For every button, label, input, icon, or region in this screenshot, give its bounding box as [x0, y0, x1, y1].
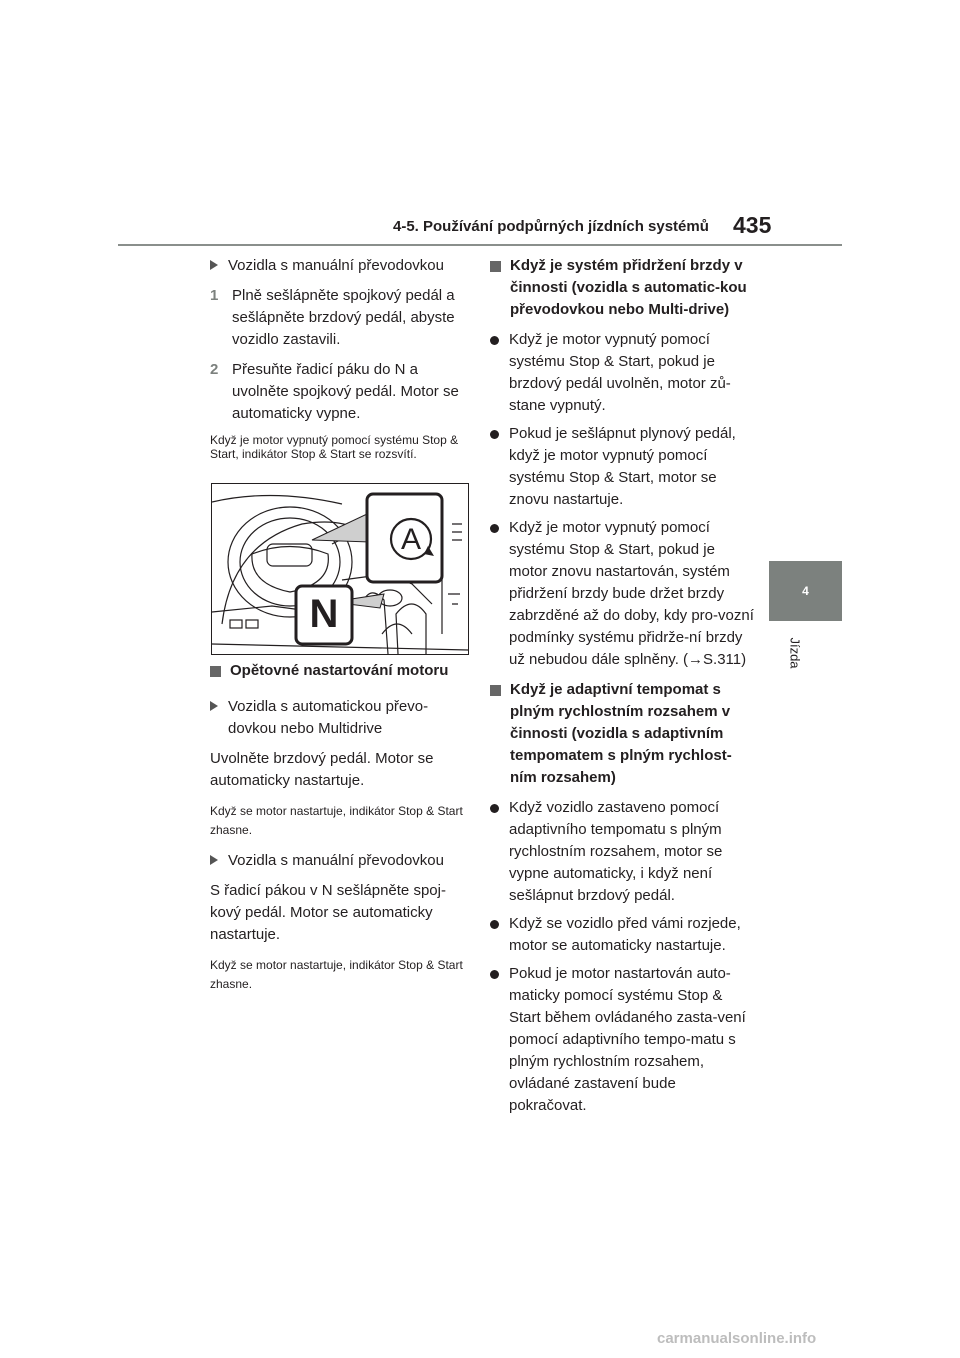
bullet-dot-icon: [490, 423, 509, 439]
step-2: [210, 359, 472, 425]
note-indicator-off-manual: Když se motor nastartuje, indikátor Stop & Start zhasne.: [210, 958, 463, 991]
heading-restart: Opětovné nastartování motoru: [210, 660, 472, 682]
bullet-dot-icon: [490, 329, 509, 345]
bullet-dot-icon: [490, 963, 509, 979]
bullet-dot-icon: [490, 517, 509, 533]
subheading-manual-stop: Vozidla s manuální převodovkou: [210, 255, 472, 277]
left-column: [210, 255, 472, 461]
list-item: Když se vozidlo před vámi rozjede, motor se automaticky nastartuje.: [490, 913, 755, 957]
triangle-bullet-icon: [210, 850, 228, 865]
subheading-manual-restart: Vozidla s manuální převodovkou: [210, 850, 472, 872]
step-text: Přesuňte řadicí páku do N a uvolněte spojkový pedál. Motor se automaticky vypne.: [232, 361, 459, 422]
step-number: 1: [210, 287, 219, 304]
left-column-lower: [210, 660, 472, 1004]
watermark: carmanualsonline.info: [657, 1330, 817, 1347]
bullet-dot-icon: [490, 797, 509, 813]
gear-position-letter: N: [309, 592, 339, 636]
chapter-tab[interactable]: [769, 561, 842, 621]
stop-start-indicator-letter: A: [400, 523, 422, 556]
heading-brake-hold: Když je systém přidržení brzdy v činnosti (vozidla s automatic-kou převodovkou nebo Multi-drive): [490, 255, 755, 321]
chapter-label: Jízda: [787, 637, 803, 669]
list-item: Když vozidlo zastaveno pomocí adaptivního tempomatu s plným rychlostním rozsahem, motor se vypne automaticky, i když není sešlápnut brzdový pedál.: [490, 797, 755, 907]
bullet-dot-icon: [490, 913, 509, 929]
list-item: Když je motor vypnutý pomocí systému Stop & Start, pokud je motor znovu nastartován, systém přidržení brzdy bude držet brzdy zabrzděné až do doby, kdy pro-vozní podmínky systému přidrže-ní brzdy už nebudou dále splněny. (→S.311): [490, 517, 755, 671]
subheading-automatic: Vozidla s automatickou převo-dovkou nebo Multidrive: [210, 696, 472, 740]
list-item: Pokud je motor nastartován auto-maticky pomocí systému Stop & Start během ovládaného zasta-vení pomocí adaptivního tempo-matu s plným rychlostním rozsahem, ovládané zastavení bude pokračovat.: [490, 963, 755, 1117]
note-indicator-off: Když se motor nastartuje, indikátor Stop & Start zhasne.: [210, 804, 463, 837]
square-bullet-icon: [210, 660, 230, 677]
step-1: [210, 285, 472, 351]
paragraph-automatic-restart: Uvolněte brzdový pedál. Motor se automaticky nastartuje.: [210, 750, 434, 789]
right-column: [490, 255, 755, 1123]
square-bullet-icon: [490, 255, 510, 272]
step-number: 2: [210, 361, 219, 378]
section-title: 4-5. Používání podpůrných jízdních systémů: [393, 218, 709, 235]
heading-adaptive-cruise: Když je adaptivní tempomat s plným rychlostním rozsahem v činnosti (vozidla s adaptivním tempomatem s plným rychlost-ním rozsahem): [490, 679, 755, 789]
note-indicator-on: Když je motor vypnutý pomocí systému Stop & Start, indikátor Stop & Start se rozsvítí.: [210, 433, 459, 461]
chapter-number: 4: [802, 584, 809, 598]
dashboard-illustration: [211, 483, 469, 655]
triangle-bullet-icon: [210, 696, 228, 711]
step-text: Plně sešlápněte spojkový pedál a sešlápněte brzdový pedál, abyste vozidlo zastavili.: [232, 287, 455, 348]
paragraph-manual-restart: S řadicí pákou v N sešlápněte spoj-kový pedál. Motor se automaticky nastartuje.: [210, 882, 446, 943]
header-divider: [118, 244, 842, 246]
square-bullet-icon: [490, 679, 510, 696]
page-number: 435: [733, 212, 772, 238]
triangle-bullet-icon: [210, 255, 228, 270]
list-item: Když je motor vypnutý pomocí systému Stop & Start, pokud je brzdový pedál uvolněn, motor zů-stane vypnutý.: [490, 329, 755, 417]
list-item: Pokud je sešlápnut plynový pedál, když je motor vypnutý pomocí systému Stop & Start, motor se znovu nastartuje.: [490, 423, 755, 511]
